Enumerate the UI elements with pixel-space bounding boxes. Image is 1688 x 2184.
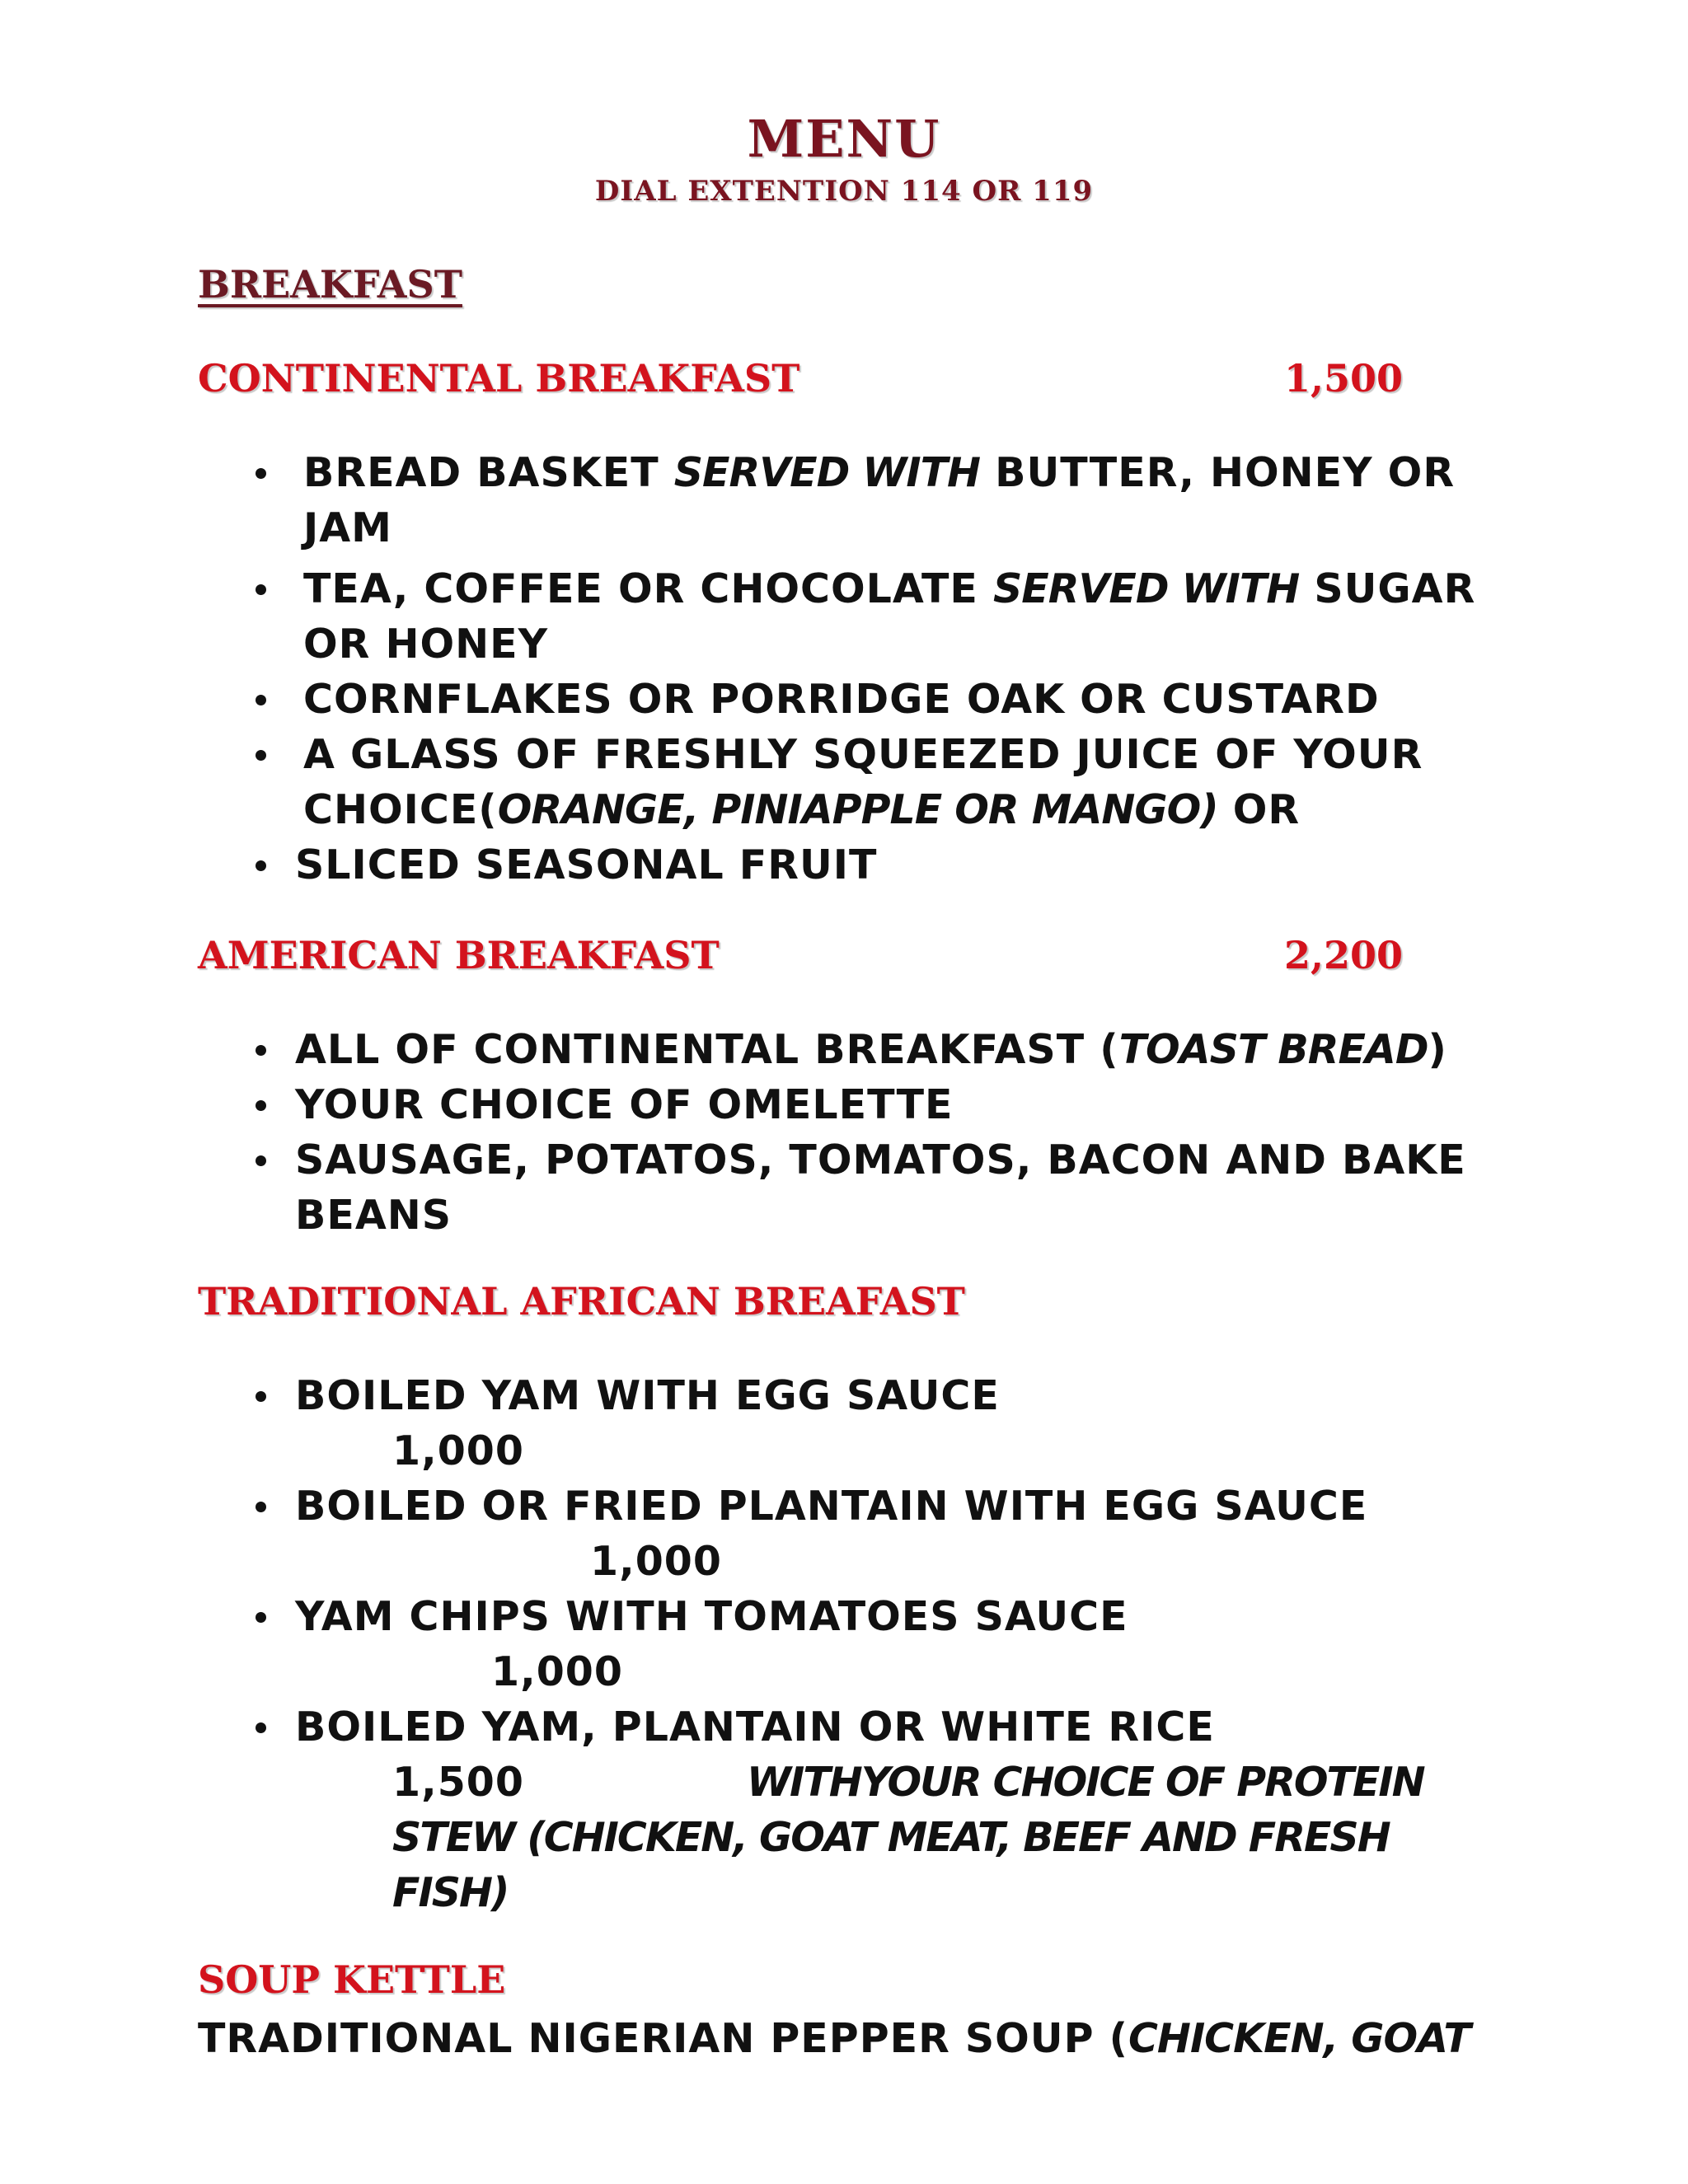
item-text: A GLASS OF FRESHLY SQUEEZED JUICE OF YOUR CHOICE( xyxy=(303,731,1423,833)
item-text: ) xyxy=(1428,1026,1447,1073)
soup-emphasis: CHICKEN, GOAT xyxy=(1128,2015,1470,2062)
item-price: 1,000 xyxy=(590,1538,722,1585)
item-text: OR xyxy=(1217,786,1301,833)
african-heading: TRADITIONAL AFRICAN BREAFAST xyxy=(198,1279,965,1324)
item-text: BOILED YAM, PLANTAIN OR WHITE RICE xyxy=(295,1704,1215,1750)
american-items xyxy=(198,1022,1484,1243)
item-text: SLICED SEASONAL FRUIT xyxy=(295,841,878,888)
list-item xyxy=(198,561,1484,672)
item-emphasis: SERVED WITH xyxy=(673,449,981,496)
list-item xyxy=(198,1132,1484,1243)
list-item xyxy=(198,1479,1484,1589)
menu-title: MENU xyxy=(747,109,941,169)
american-price: 2,200 xyxy=(1284,933,1404,977)
item-text: TEA, COFFEE OR CHOCOLATE xyxy=(303,565,993,612)
list-item xyxy=(198,1699,1484,1920)
section-breakfast-title: BREAKFAST xyxy=(198,262,462,307)
item-emphasis: ORANGE, PINIAPPLE OR MANGO) xyxy=(497,786,1218,833)
item-text: CORNFLAKES OR PORRIDGE OAK OR CUSTARD xyxy=(303,676,1380,723)
list-item xyxy=(198,1022,1484,1077)
african-items xyxy=(198,1368,1484,1920)
list-item xyxy=(198,1589,1484,1699)
list-item xyxy=(198,445,1484,555)
item-text: SUGAR OR HONEY xyxy=(303,565,1476,668)
item-text: SAUSAGE, POTATOS, TOMATOS, BACON AND BAKE BEANS xyxy=(295,1137,1466,1239)
item-note: WITHYOUR CHOICE OF PROTEIN STEW (CHICKEN, GOAT MEAT, BEEF AND FRESH FISH) xyxy=(392,1759,1424,1916)
soup-line xyxy=(198,2015,1470,2062)
item-text: ALL OF CONTINENTAL BREAKFAST ( xyxy=(295,1026,1119,1073)
menu-subtitle: DIAL EXTENTION 114 OR 119 xyxy=(594,175,1094,208)
continental-items xyxy=(198,445,1484,893)
list-item xyxy=(198,727,1484,837)
item-price: 1,500 xyxy=(392,1759,524,1806)
item-text: BREAD BASKET xyxy=(303,449,674,496)
item-price: 1,000 xyxy=(392,1427,524,1474)
list-item xyxy=(198,672,1484,727)
american-heading: AMERICAN BREAKFAST xyxy=(198,933,720,977)
item-text: BOILED OR FRIED PLANTAIN WITH EGG SAUCE xyxy=(295,1483,1368,1530)
item-text: YAM CHIPS WITH TOMATOES SAUCE xyxy=(295,1593,1128,1640)
item-text: YOUR CHOICE OF OMELETTE xyxy=(295,1081,954,1128)
soup-text: TRADITIONAL NIGERIAN PEPPER SOUP ( xyxy=(198,2015,1128,2062)
soup-heading: SOUP KETTLE xyxy=(198,1957,506,2002)
list-item xyxy=(198,1077,1484,1132)
item-emphasis: TOAST BREAD xyxy=(1118,1026,1428,1073)
continental-heading: CONTINENTAL BREAKFAST xyxy=(198,356,800,401)
item-emphasis: SERVED WITH xyxy=(992,565,1300,612)
list-item xyxy=(198,1368,1484,1479)
list-item xyxy=(198,837,1484,893)
item-text: BOILED YAM WITH EGG SAUCE xyxy=(295,1372,1000,1419)
continental-price: 1,500 xyxy=(1284,356,1404,401)
item-price: 1,000 xyxy=(491,1648,623,1695)
item-text: BUTTER, HONEY OR JAM xyxy=(303,449,1456,551)
